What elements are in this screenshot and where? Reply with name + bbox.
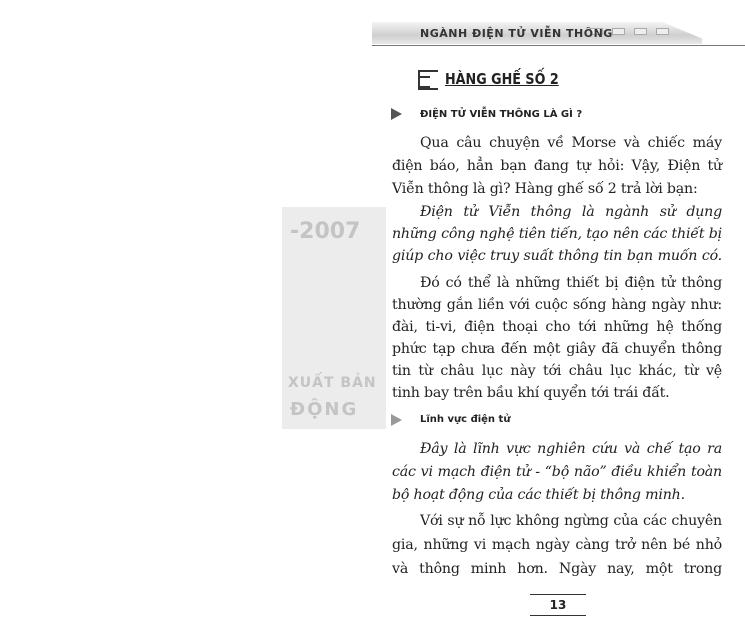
section-title: HÀNG GHẾ SỐ 2: [445, 70, 559, 88]
watermark-text: ĐỘNG: [290, 399, 359, 420]
text-line: Đó có thể là những thiết bị điện tử thông: [420, 275, 722, 291]
text-line: tin từ châu lục này tới châu lục khác, từ vệ: [392, 363, 722, 379]
page-number-rule: [530, 615, 586, 616]
subheading: Lĩnh vực điện tử: [420, 414, 511, 425]
bullet-arrow-icon: [391, 108, 402, 120]
text-line: Viễn thông là gì? Hàng ghế số 2 trả lời bạn:: [392, 181, 698, 197]
text-line: phức tạp chưa đến một giây đã chuyển thông: [392, 341, 722, 357]
quote-line: các vi mạch điện tử - “bộ não” điều khiển toàn: [392, 464, 722, 480]
banner-window: [656, 28, 669, 35]
watermark-year: -2007: [290, 219, 361, 244]
quote-line: những công nghệ tiên tiến, tạo nên các thiết bị: [392, 226, 722, 242]
publisher-watermark: [282, 207, 386, 429]
watermark-text: XUẤT BẢN: [288, 375, 377, 391]
banner-window: [634, 28, 647, 35]
text-line: Qua câu chuyện về Morse và chiếc máy: [420, 135, 722, 151]
section-icon: [418, 70, 438, 90]
running-header: NGÀNH ĐIỆN TỬ VIỄN THÔNG: [420, 27, 613, 40]
quote-line: Đây là lĩnh vực nghiên cứu và chế tạo ra: [420, 441, 722, 457]
text-line: tinh bay trên bầu khí quyển tới trái đất.: [392, 385, 670, 401]
banner-window: [612, 28, 625, 35]
quote-line: Điện tử Viễn thông là ngành sử dụng: [420, 204, 722, 220]
text-line: đài, ti-vi, điện thoại cho tới những hệ thống: [392, 319, 722, 335]
text-line: điện báo, hẳn bạn đang tự hỏi: Vậy, Điện tử: [392, 158, 722, 174]
page-number: 13: [549, 598, 567, 612]
text-line: và thông minh hơn. Ngày nay, một trong: [392, 561, 722, 577]
quote-line: bộ hoạt động của các thiết bị thông minh.: [392, 487, 685, 503]
text-line: gia, những vi mạch ngày càng trở nên bé nhỏ: [392, 537, 722, 553]
page-number-rule: [530, 594, 586, 595]
header-rule: [372, 45, 745, 46]
bullet-arrow-icon: [391, 414, 402, 426]
text-line: Với sự nỗ lực không ngừng của các chuyên: [420, 513, 722, 529]
quote-line: giúp cho việc truy suất thông tin bạn muốn có.: [392, 248, 722, 264]
subheading: ĐIỆN TỬ VIỄN THÔNG LÀ GÌ ?: [420, 109, 583, 120]
text-line: thường gắn liền với cuộc sống hàng ngày như:: [392, 297, 722, 313]
